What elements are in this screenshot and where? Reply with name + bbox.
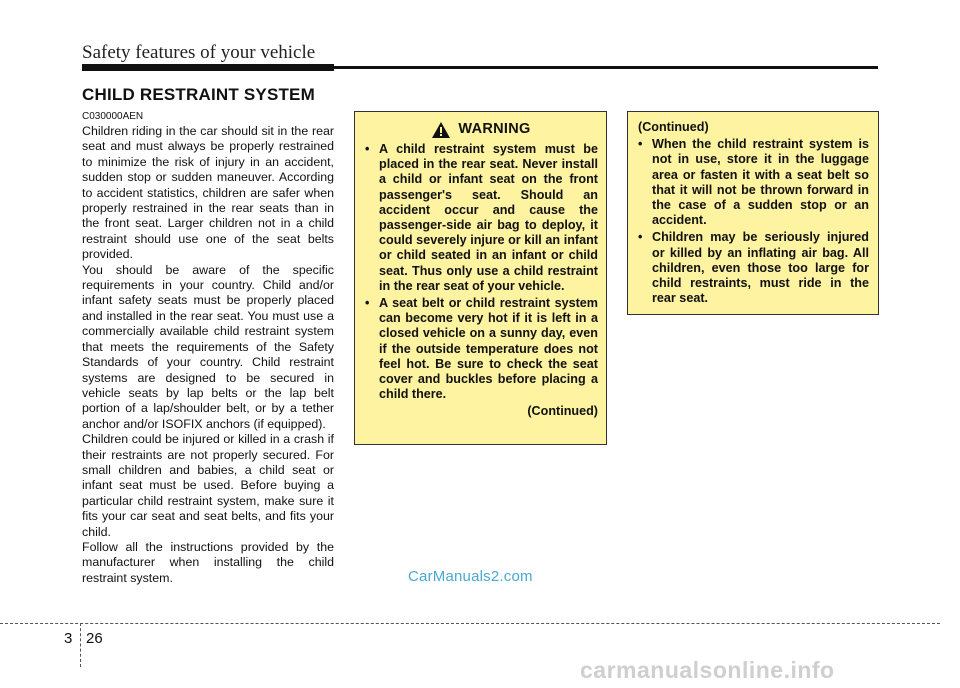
warning-list (365, 142, 598, 402)
warning-item: • A child restraint system must be placed in the rear seat. Never install a child or infant seat on the front passenger's seat. Should an accident occur and cause the passenger-side air bag to deploy, it could severely injure or kill an infant or child seated in an infant or child seat. Thus only use a child restraint in the rear seat of your vehicle. (365, 142, 598, 294)
page-number: 26 (86, 630, 103, 647)
continued-list (638, 137, 869, 306)
continued-label: (Continued) (638, 120, 709, 134)
section-code: C030000AEN (82, 111, 144, 122)
footer-divider (80, 623, 81, 667)
body-paragraph: Children could be injured or killed in a crash if their restraints are not properly secured. For small children and babies, a child seat or infant seat must be used. Before buying a particular child restraint system, make sure it fits your car seat and seat belts, and fits your child. (82, 432, 334, 539)
site-watermark: carmanualsonline.info (580, 657, 835, 683)
header-rule (82, 66, 878, 69)
footer-rule (0, 623, 940, 624)
watermark-link[interactable]: CarManuals2.com (408, 568, 533, 585)
header-title: Safety features of your vehicle (82, 42, 316, 63)
continued-item: • Children may be seriously injured or killed by an inflating air bag. All children, even those too large for child restraints, must ride in the rear seat. (638, 230, 869, 306)
page-chapter: 3 (64, 630, 73, 647)
body-paragraph: You should be aware of the specific requirements in your country. Child and/or infant safety seats must be properly placed and installed in the rear seat. You must use a commercially available child restraint system that meets the requirements of the Safety Standards of your country. Child restraint systems are designed to be secured in vehicle seats by lap belts or the lap belt portion of a lap/shoulder belt, or by a tether anchor and/or ISOFIX anchors (if equipped). (82, 262, 334, 431)
warning-heading-text: WARNING (458, 121, 531, 138)
warning-heading (365, 122, 598, 138)
continued-item: • When the child restraint system is not in use, store it in the luggage area or fasten it with a seat belt so that it will not be thrown forward in the case of a sudden stop or an accident. (638, 137, 869, 228)
continued-box (627, 111, 879, 315)
warning-item: • A seat belt or child restraint system can become very hot if it is left in a closed vehicle on a sunny day, even if the outside temperature does not feel hot. Be sure to check the seat cover and buckles before placing a child there. (365, 296, 598, 402)
body-text (82, 124, 334, 586)
body-paragraph: Children riding in the car should sit in the rear seat and must always be properly restrained to minimize the risk of injury in an accident, sudden stop or sudden maneuver. According to accident statistics, children are safer when properly restrained in the rear seats than in the front seat. Larger children not in a child restraint should use one of the seat belts provided. (82, 124, 334, 262)
section-title: CHILD RESTRAINT SYSTEM (82, 85, 315, 104)
body-paragraph: Follow all the instructions provided by the manufacturer when installing the child restraint system. (82, 539, 334, 585)
warning-continued-label: (Continued) (527, 404, 598, 419)
warning-triangle-icon (432, 122, 450, 138)
warning-box (354, 111, 607, 445)
